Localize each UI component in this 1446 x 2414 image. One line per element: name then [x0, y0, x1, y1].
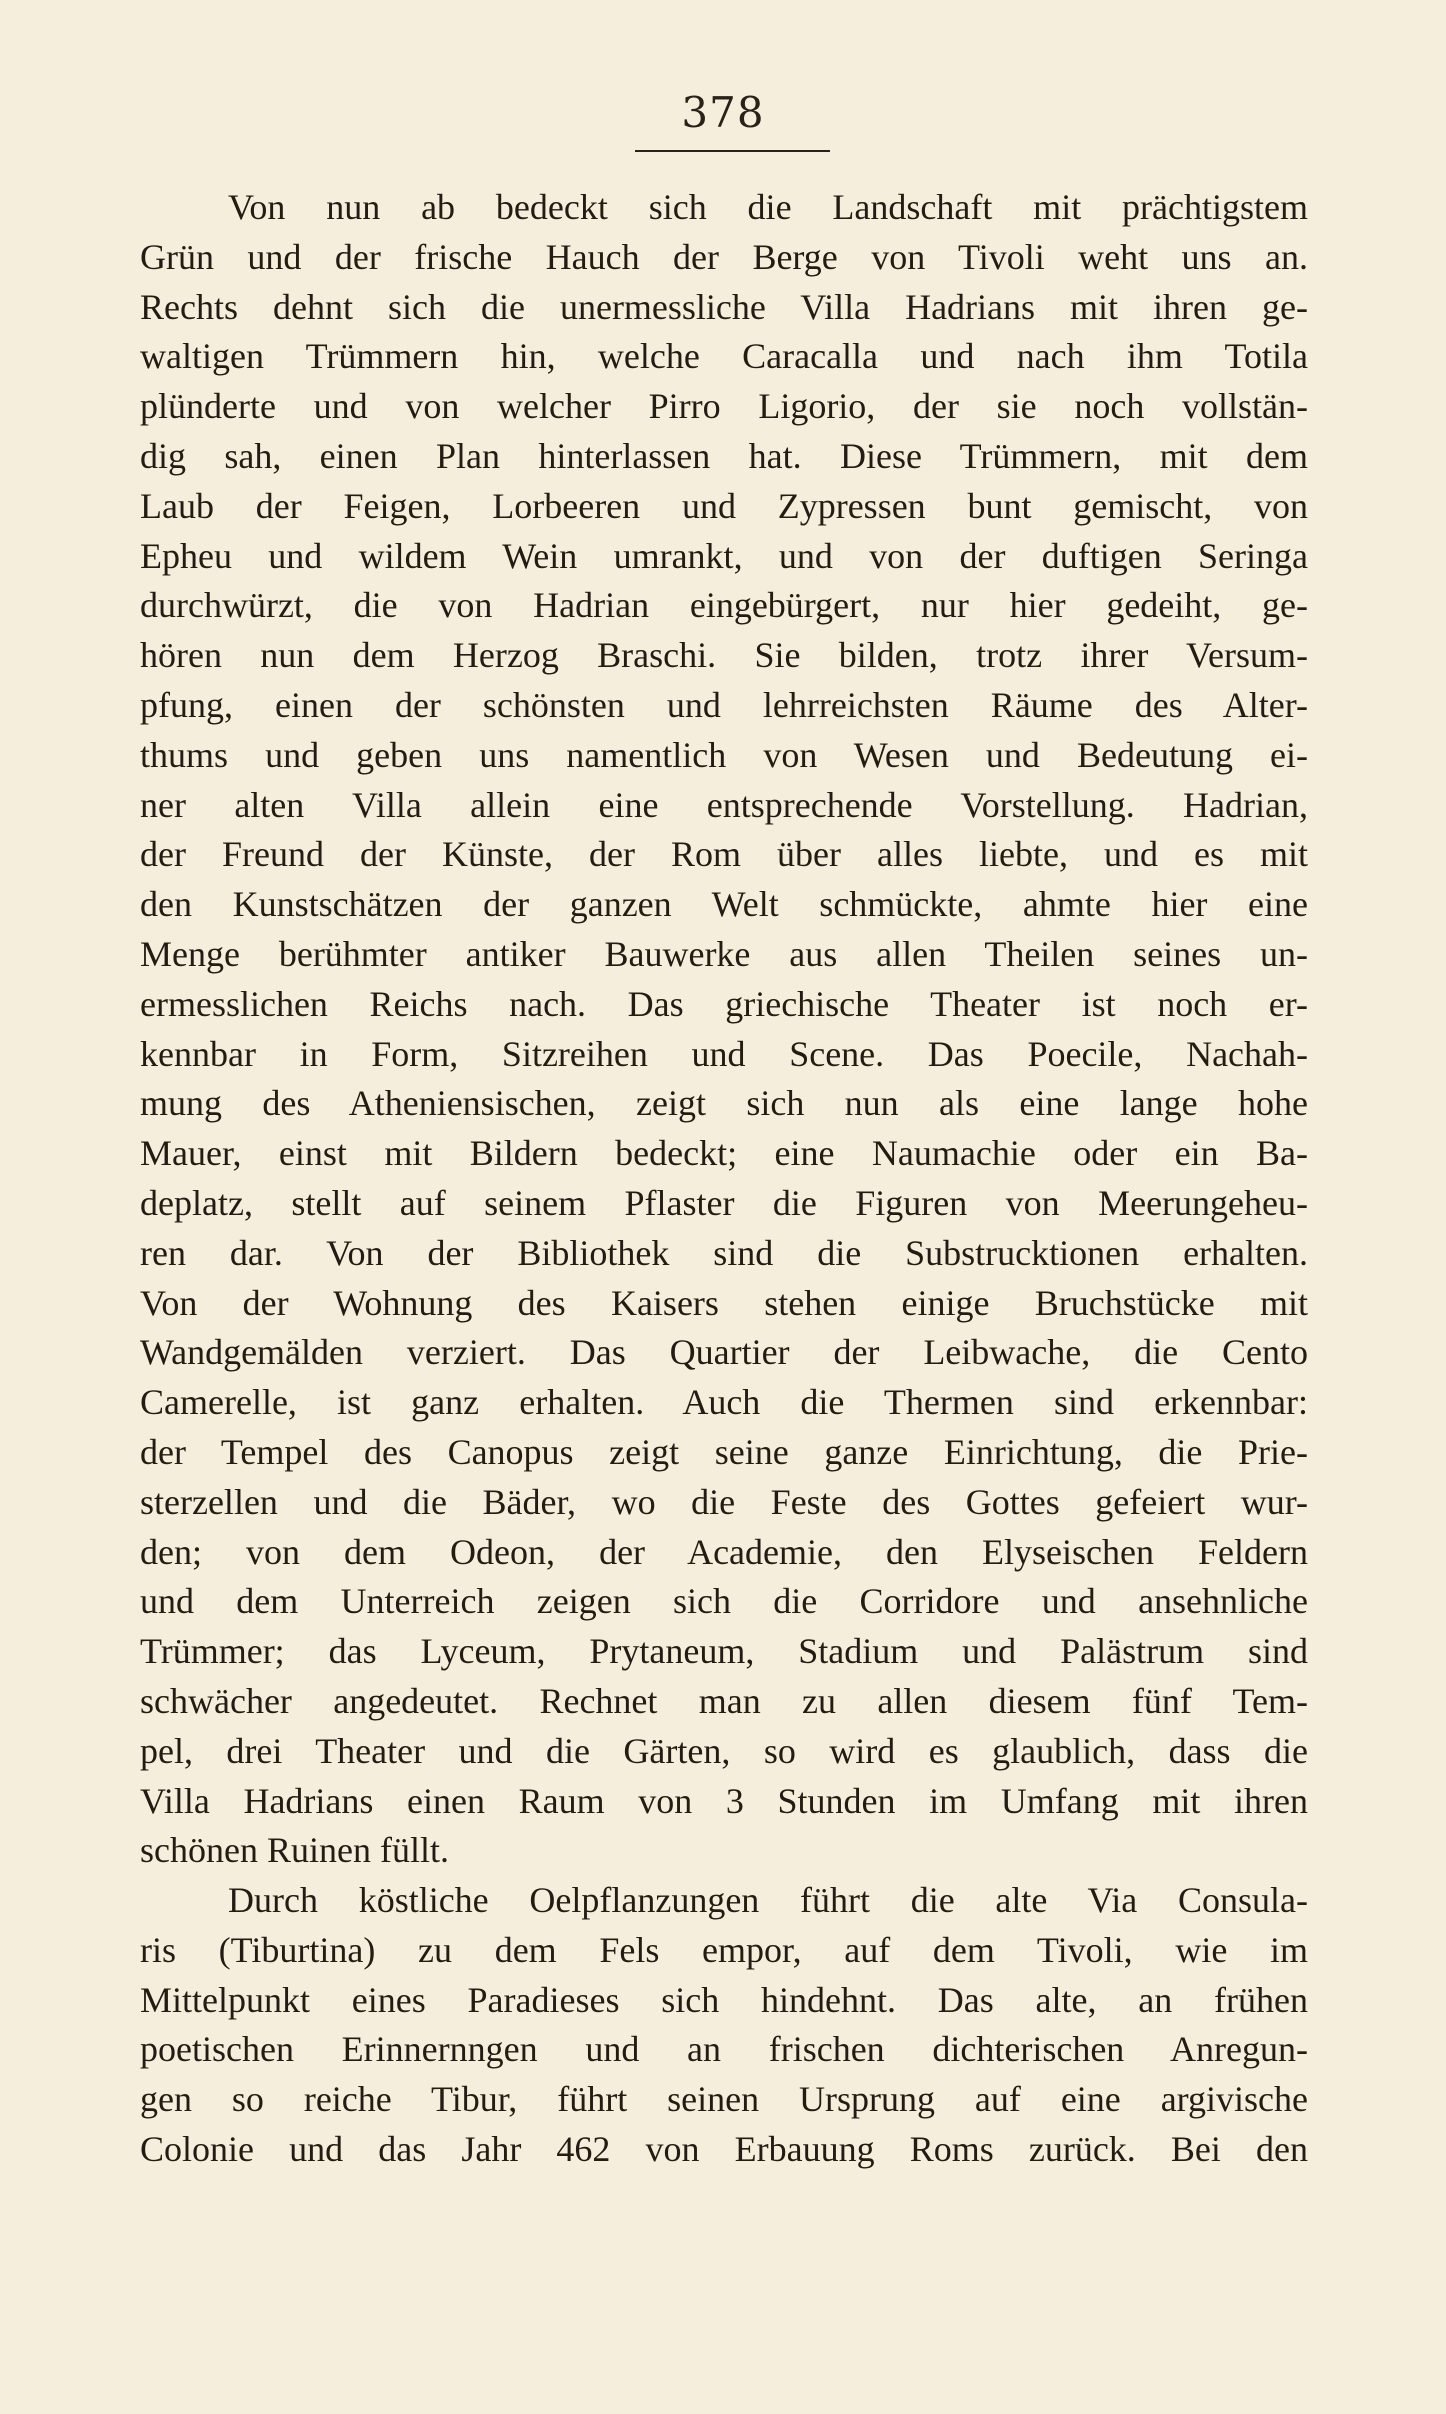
text-line: Mittelpunkt eines Paradieses sich hindehnt. Das alte, an frühen: [140, 1979, 1308, 2020]
text-line: Trümmer; das Lyceum, Prytaneum, Stadium und Palästrum sind: [140, 1631, 1308, 1672]
text-line: Menge berühmter antiker Bauwerke aus allen Theilen seines un-: [140, 933, 1308, 974]
text-line: poetischen Erinnernngen und an frischen dichterischen Anregun-: [140, 2029, 1308, 2070]
text-line: Rechts dehnt sich die unermessliche Villa Hadrians mit ihren ge-: [140, 286, 1308, 327]
text-line: der Tempel des Canopus zeigt seine ganze Einrichtung, die Prie-: [140, 1431, 1308, 1472]
text-line: hören nun dem Herzog Braschi. Sie bilden, trotz ihrer Versum-: [140, 635, 1308, 676]
paragraph-1: [140, 183, 1308, 1876]
text-line: Villa Hadrians einen Raum von 3 Stunden im Umfang mit ihren: [140, 1780, 1308, 1821]
text-line: schwächer angedeutet. Rechnet man zu allen diesem fünf Tem-: [140, 1680, 1308, 1721]
text-line: den Kunstschätzen der ganzen Welt schmückte, ahmte hier eine: [140, 884, 1308, 925]
text-line: durchwürzt, die von Hadrian eingebürgert, nur hier gedeiht, ge-: [140, 585, 1308, 626]
text-line: ren dar. Von der Bibliothek sind die Substrucktionen erhalten.: [140, 1232, 1308, 1273]
text-line: ner alten Villa allein eine entsprechende Vorstellung. Hadrian,: [140, 784, 1308, 825]
text-line: deplatz, stellt auf seinem Pflaster die Figuren von Meerungeheu-: [140, 1182, 1308, 1223]
text-line: Grün und der frische Hauch der Berge von Tivoli weht uns an.: [140, 236, 1308, 277]
text-line: Laub der Feigen, Lorbeeren und Zypressen bunt gemischt, von: [140, 485, 1308, 526]
text-line: Camerelle, ist ganz erhalten. Auch die Thermen sind erkennbar:: [140, 1382, 1308, 1423]
text-line: mung des Atheniensischen, zeigt sich nun als eine lange hohe: [140, 1083, 1308, 1124]
text-line: pel, drei Theater und die Gärten, so wird es glaublich, dass die: [140, 1730, 1308, 1771]
header-rule: [635, 150, 830, 152]
text-line: Colonie und das Jahr 462 von Erbauung Roms zurück. Bei den: [140, 2129, 1308, 2170]
text-line: Von nun ab bedeckt sich die Landschaft mit prächtigstem: [228, 187, 1308, 227]
paragraph-2: [140, 1876, 1308, 2175]
text-line: pfung, einen der schönsten und lehrreichsten Räume des Alter-: [140, 684, 1308, 725]
text-line: Durch köstliche Oelpflanzungen führt die alte Via Consula-: [228, 1880, 1308, 1921]
text-line: und dem Unterreich zeigen sich die Corridore und ansehnliche: [140, 1581, 1308, 1622]
text-line: waltigen Trümmern hin, welche Caracalla und nach ihm Totila: [140, 336, 1308, 377]
text-line: gen so reiche Tibur, führt seinen Ursprung auf eine argivische: [140, 2079, 1308, 2120]
text-line: Mauer, einst mit Bildern bedeckt; eine Naumachie oder ein Ba-: [140, 1133, 1308, 1174]
text-line: ris (Tiburtina) zu dem Fels empor, auf dem Tivoli, wie im: [140, 1929, 1308, 1970]
text-line: der Freund der Künste, der Rom über alles liebte, und es mit: [140, 834, 1308, 875]
body-text: [140, 183, 1308, 2175]
text-line: Epheu und wildem Wein umrankt, und von der duftigen Seringa: [140, 535, 1308, 576]
page-number: 378: [681, 88, 765, 137]
text-line: schönen Ruinen füllt.: [140, 1830, 449, 1871]
text-line: thums und geben uns namentlich von Wesen und Bedeutung ei-: [140, 734, 1308, 775]
text-line: ermesslichen Reichs nach. Das griechische Theater ist noch er-: [140, 983, 1308, 1024]
text-line: Wandgemälden verziert. Das Quartier der Leibwache, die Cento: [140, 1332, 1308, 1373]
text-line: den; von dem Odeon, der Academie, den Elyseischen Feldern: [140, 1531, 1308, 1572]
text-line: dig sah, einen Plan hinterlassen hat. Diese Trümmern, mit dem: [140, 435, 1308, 476]
text-line: kennbar in Form, Sitzreihen und Scene. Das Poecile, Nachah-: [140, 1033, 1308, 1074]
text-line: plünderte und von welcher Pirro Ligorio, der sie noch vollstän-: [140, 386, 1308, 427]
text-line: sterzellen und die Bäder, wo die Feste des Gottes gefeiert wur-: [140, 1481, 1308, 1522]
text-line: Von der Wohnung des Kaisers stehen einige Bruchstücke mit: [140, 1282, 1308, 1323]
